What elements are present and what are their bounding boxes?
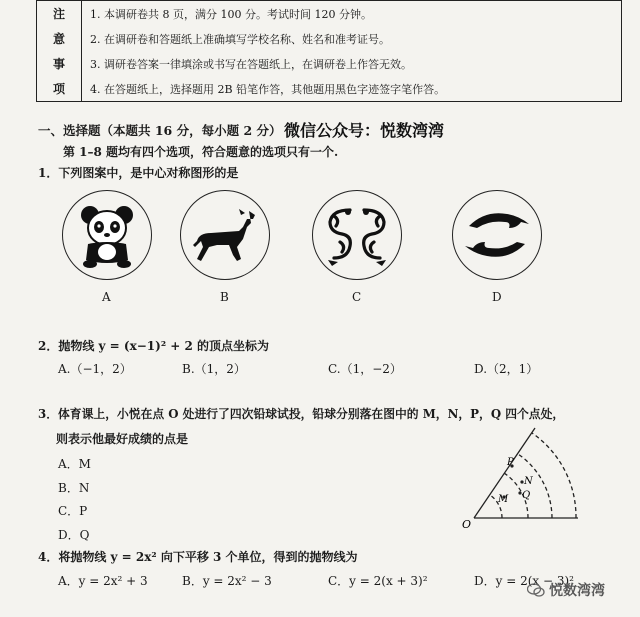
q2-option-b: B.（1，2） (182, 362, 246, 376)
q3-stem-line2: 则表示他最好成绩的点是 (56, 432, 189, 446)
q3-option-a: A．M (58, 457, 91, 471)
label-q: Q (522, 490, 531, 501)
notice-items (82, 1, 621, 101)
q4-option-d: D．y = 2(x − 3)² (474, 574, 574, 588)
panda-icon (62, 190, 152, 280)
label-p: P (507, 457, 514, 468)
q1-label-c: C (352, 290, 362, 304)
notice-item: 2. 在调研卷和答题纸上准确填写学校名称、姓名和准考证号。 (90, 32, 390, 46)
section-note: 第 1–8 题均有四个选项，符合题意的选项只有一个. (63, 145, 339, 159)
q2-option-c: C.（1，−2） (328, 362, 402, 376)
q1-label-b: B (220, 290, 229, 304)
label-o: O (462, 518, 472, 531)
q3-option-b: B．N (58, 481, 90, 495)
notice-item: 1. 本调研卷共 8 页，满分 100 分。考试时间 120 分钟。 (90, 7, 372, 21)
logo-text: 悦数湾湾 (549, 583, 605, 599)
wechat-icon (527, 583, 545, 597)
q2-option-a: A.（−1，2） (58, 362, 132, 376)
q1-stem: 1．下列图案中，是中心对称图形的是 (38, 166, 239, 180)
notice-item: 4. 在答题纸上，选择题用 2B 铅笔作答，其他题用黑色字迹签字笔作答。 (90, 82, 446, 96)
dragons-icon (312, 190, 402, 280)
shot-put-sector-diagram (456, 422, 626, 532)
dolphins-icon (452, 190, 542, 280)
horse-icon (180, 190, 270, 280)
q4-option-a: A．y = 2x² + 3 (58, 574, 148, 588)
q2-option-d: D.（2，1） (474, 362, 539, 376)
notice-side-char: 项 (52, 82, 65, 96)
notice-side-char: 意 (52, 32, 65, 46)
q1-label-a: A (102, 290, 111, 304)
notice-side-char: 注 (52, 7, 65, 21)
notice-item: 3. 调研卷答案一律填涂或书写在答题纸上，在调研卷上作答无效。 (90, 57, 412, 71)
notice-side-char: 事 (52, 57, 65, 71)
q3-option-c: C．P (58, 504, 88, 518)
notice-side-column (37, 1, 82, 101)
q1-label-d: D (492, 290, 502, 304)
label-n: N (524, 476, 533, 487)
wechat-logo (527, 578, 635, 602)
notice-table (36, 0, 622, 102)
watermark-text: 微信公众号：悦数湾湾 (284, 121, 445, 140)
q4-option-c: C．y = 2(x + 3)² (328, 574, 428, 588)
section-title: 一、选择题（本题共 16 分，每小题 2 分） (38, 123, 282, 138)
q4-option-b: B．y = 2x² − 3 (182, 574, 272, 588)
q4-stem: 4．将抛物线 y = 2x² 向下平移 3 个单位，得到的抛物线为 (38, 550, 358, 564)
q3-stem-line1: 3．体育课上，小悦在点 O 处进行了四次铅球试投，铅球分别落在图中的 M，N，P，Q 四个点处， (38, 407, 565, 421)
q3-option-d: D．Q (58, 528, 90, 542)
label-m: M (498, 494, 509, 505)
q2-stem: 2．抛物线 y = (x−1)² + 2 的顶点坐标为 (38, 339, 270, 353)
